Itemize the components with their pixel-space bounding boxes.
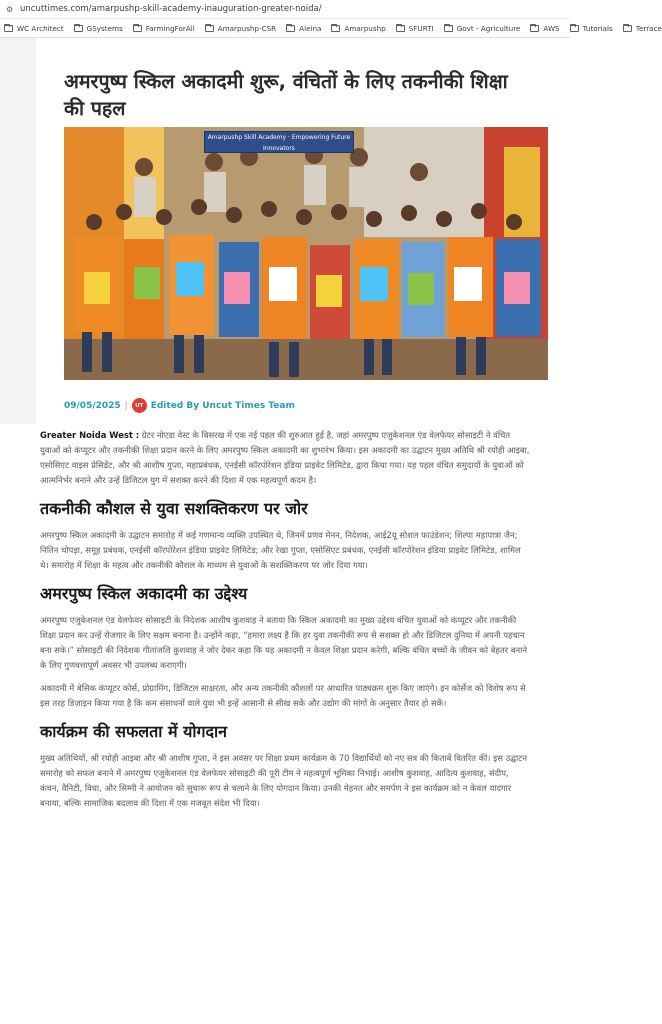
paragraph-purpose-2: अकादमी में बेसिक कंप्यूटर कोर्स, प्रोग्रामिंग, डिजिटल साक्षरता, और अन्य तकनीकी कौशलों पर आधारित पाठ्यक्रम शुरू किए जाएंगे। इन कोर्सेज को विशेष रूप से इस तरह डिज़ाइन किया गया है कि कम संसाधनों वाले युवा भी इन्हें आसानी से सीख सकें और उद्योग की मांगों के अनुसार तैयार हो सकें।: [40, 683, 526, 708]
paragraph-purpose-1: अमरपुष्प एजुकेशनल एंड वेलफेयर सोसाइटी के निदेशक आशीष कुशवाह ने बताया कि स्किल अकादमी का मुख्य उद्देश्य वंचित युवाओं को कंप्यूटर और तकनीकी शिक्षा प्रदान कर उन्हें रोजगार के लिए सक्षम बनाना है। उन्होंने कहा, “हमारा लक्ष्य है कि हर युवा तकनीकी रूप से सशक्त हो और डिजिटल दुनिया में अपनी पहचान बना सके।” सोसाइटी की निदेशक गीतांजलि कुशवाह ने जोर देकर कहा कि यह अकादमी न केवल शिक्षा प्रदान करेगी, बल्कि वंचित बच्चों के जीवन को बेहतर बनाने के लिए गुणवत्तापूर्ण अवसर भी उपलब्ध कराएगी।: [40, 615, 527, 670]
folder-icon: [623, 25, 632, 32]
publish-date: 09/05/2025: [64, 400, 121, 411]
folder-icon: [205, 25, 214, 32]
bookmark-gsystems[interactable]: GSystems: [74, 24, 123, 33]
heading-skills: तकनीकी कौशल से युवा सशक्तिकरण पर जोर: [40, 499, 308, 518]
hero-photo[interactable]: [64, 127, 548, 380]
folder-icon: [444, 25, 453, 32]
paragraph-success: मुख्य अतिथियों, श्री रयोही आइबा और श्री आशीष गुप्ता, ने इस अवसर पर शिक्षा प्रथम कार्यक्रम के 70 विद्यार्थियों को नए सत्र की किताबें वितरित कीं। इस उद्घाटन समारोह को सफल बनाने में अमरपुष्प एजुकेशनल एंड वेलफेयर सोसाइटी की पूरी टीम ने महत्वपूर्ण भूमिका निभाई। आशीष कुशवाह, आदित्य कुशवाह, संदीप, कंचन, वैनिटी, विधा, और सिम्मी ने आयोजन को सुचारू रूप से चलाने के लिए योगदान किया। उनकी मेहनत और समर्पण ने इस कार्यक्रम को न केवल यादगार बनाया, बल्कि सामाजिक बदलाव की दिशा में एक मजबूत संदेश भी दिया।: [40, 753, 527, 808]
article-body: [40, 428, 530, 819]
bookmark-farmingforall[interactable]: FarmingForAll: [133, 24, 195, 33]
bookmark-amarpushp-csr[interactable]: Amarpushp-CSR: [205, 24, 276, 33]
bookmark-sfurti[interactable]: SFURTI: [396, 24, 434, 33]
folder-icon: [286, 25, 295, 32]
folder-icon: [331, 25, 340, 32]
group-photo-illustration: [64, 127, 548, 380]
bookmark-wc-architect[interactable]: WC Architect: [4, 24, 64, 33]
folder-icon: [530, 25, 539, 32]
url-text[interactable]: uncuttimes.com/amarpushp-skill-academy-inauguration-greater-noida/: [20, 4, 322, 14]
left-gutter: [0, 38, 36, 424]
bookmark-aws[interactable]: AWS: [530, 24, 559, 33]
dateline: Greater Noida West :: [40, 430, 140, 440]
hero-banner: Amarpushp Skill Academy · Empowering Future Innovators: [204, 131, 354, 153]
folder-icon: [74, 25, 83, 32]
uncut-times-logo-icon: UT: [132, 398, 147, 413]
folder-icon: [570, 25, 579, 32]
intro-paragraph: Greater Noida West : ग्रेटर नोएडा वेस्ट के बिसरख में एक नई पहल की शुरुआत हुई है, जहां अमरपुष्प एजुकेशनल एंड वेलफेयर सोसाइटी ने वंचित युवाओं को कंप्यूटर और तकनीकी शिक्षा प्रदान करने के लिए अमरपुष्प स्किल अकादमी का शुभारंभ किया। इस अकादमी का उद्घाटन मुख्य अतिथि श्री रयोही आइबा, एसोसिएट वाइस प्रेसिडेंट, और श्री आशीष गुप्ता, महाप्रबंधक, एनईसी कॉरपोरेशन इंडिया प्राइवेट लिमिटेड, द्वारा किया गया। यह पहल वंचित समुदायों के युवाओं को आत्मनिर्भर बनाने और उन्हें डिजिटल युग में सशक्त करने की दिशा में एक महत्वपूर्ण कदम है।: [40, 430, 530, 485]
article-header-card: [36, 38, 570, 424]
meta-separator: |: [124, 400, 128, 411]
heading-purpose: अमरपुष्प स्किल अकादमी का उद्देश्य: [40, 584, 248, 603]
article-meta: [64, 398, 295, 413]
bookmark-terrace[interactable]: Terrace: [623, 24, 662, 33]
heading-success: कार्यक्रम की सफलता में योगदान: [40, 722, 228, 741]
article-title: अमरपुष्प स्किल अकादमी शुरू, वंचितों के लिए तकनीकी शिक्षा की पहल: [64, 70, 508, 120]
folder-icon: [396, 25, 405, 32]
author-link[interactable]: Edited By Uncut Times Team: [150, 400, 295, 411]
article-page: [0, 38, 570, 1024]
address-bar[interactable]: [0, 0, 570, 19]
folder-icon: [4, 25, 13, 32]
paragraph-skills: अमरपुष्प स्किल अकादमी के उद्घाटन समारोह में कई गणमान्य व्यक्ति उपस्थित थे, जिनमें प्रणव मेनन, निदेशक, आई2यू सोशल फाउंडेशन; शिल्पा महापात्रा जैन; नितिन चोपड़ा, समूह प्रबंधक, एनईसी कॉरपोरेशन इंडिया प्राइवेट लिमिटेड; और रेखा गुप्ता, एसोसिएट प्रबंधक, एनईसी कॉरपोरेशन इंडिया प्राइवेट लिमिटेड, शामिल थे। समारोह में शिक्षा के महत्व और तकनीकी कौशल के माध्यम से युवाओं के सशक्तिकरण पर जोर दिया गया।: [40, 530, 521, 570]
bookmark-aleina[interactable]: Aleina: [286, 24, 321, 33]
bookmarks-bar: [0, 19, 662, 38]
folder-icon: [133, 25, 142, 32]
site-info-icon[interactable]: ⚙: [6, 4, 14, 14]
bookmark-amarpushp[interactable]: Amarpushp: [331, 24, 385, 33]
bookmark-govt-agriculture[interactable]: Govt - Agriculture: [444, 24, 521, 33]
bookmark-tutorials[interactable]: Tutorials: [570, 24, 613, 33]
